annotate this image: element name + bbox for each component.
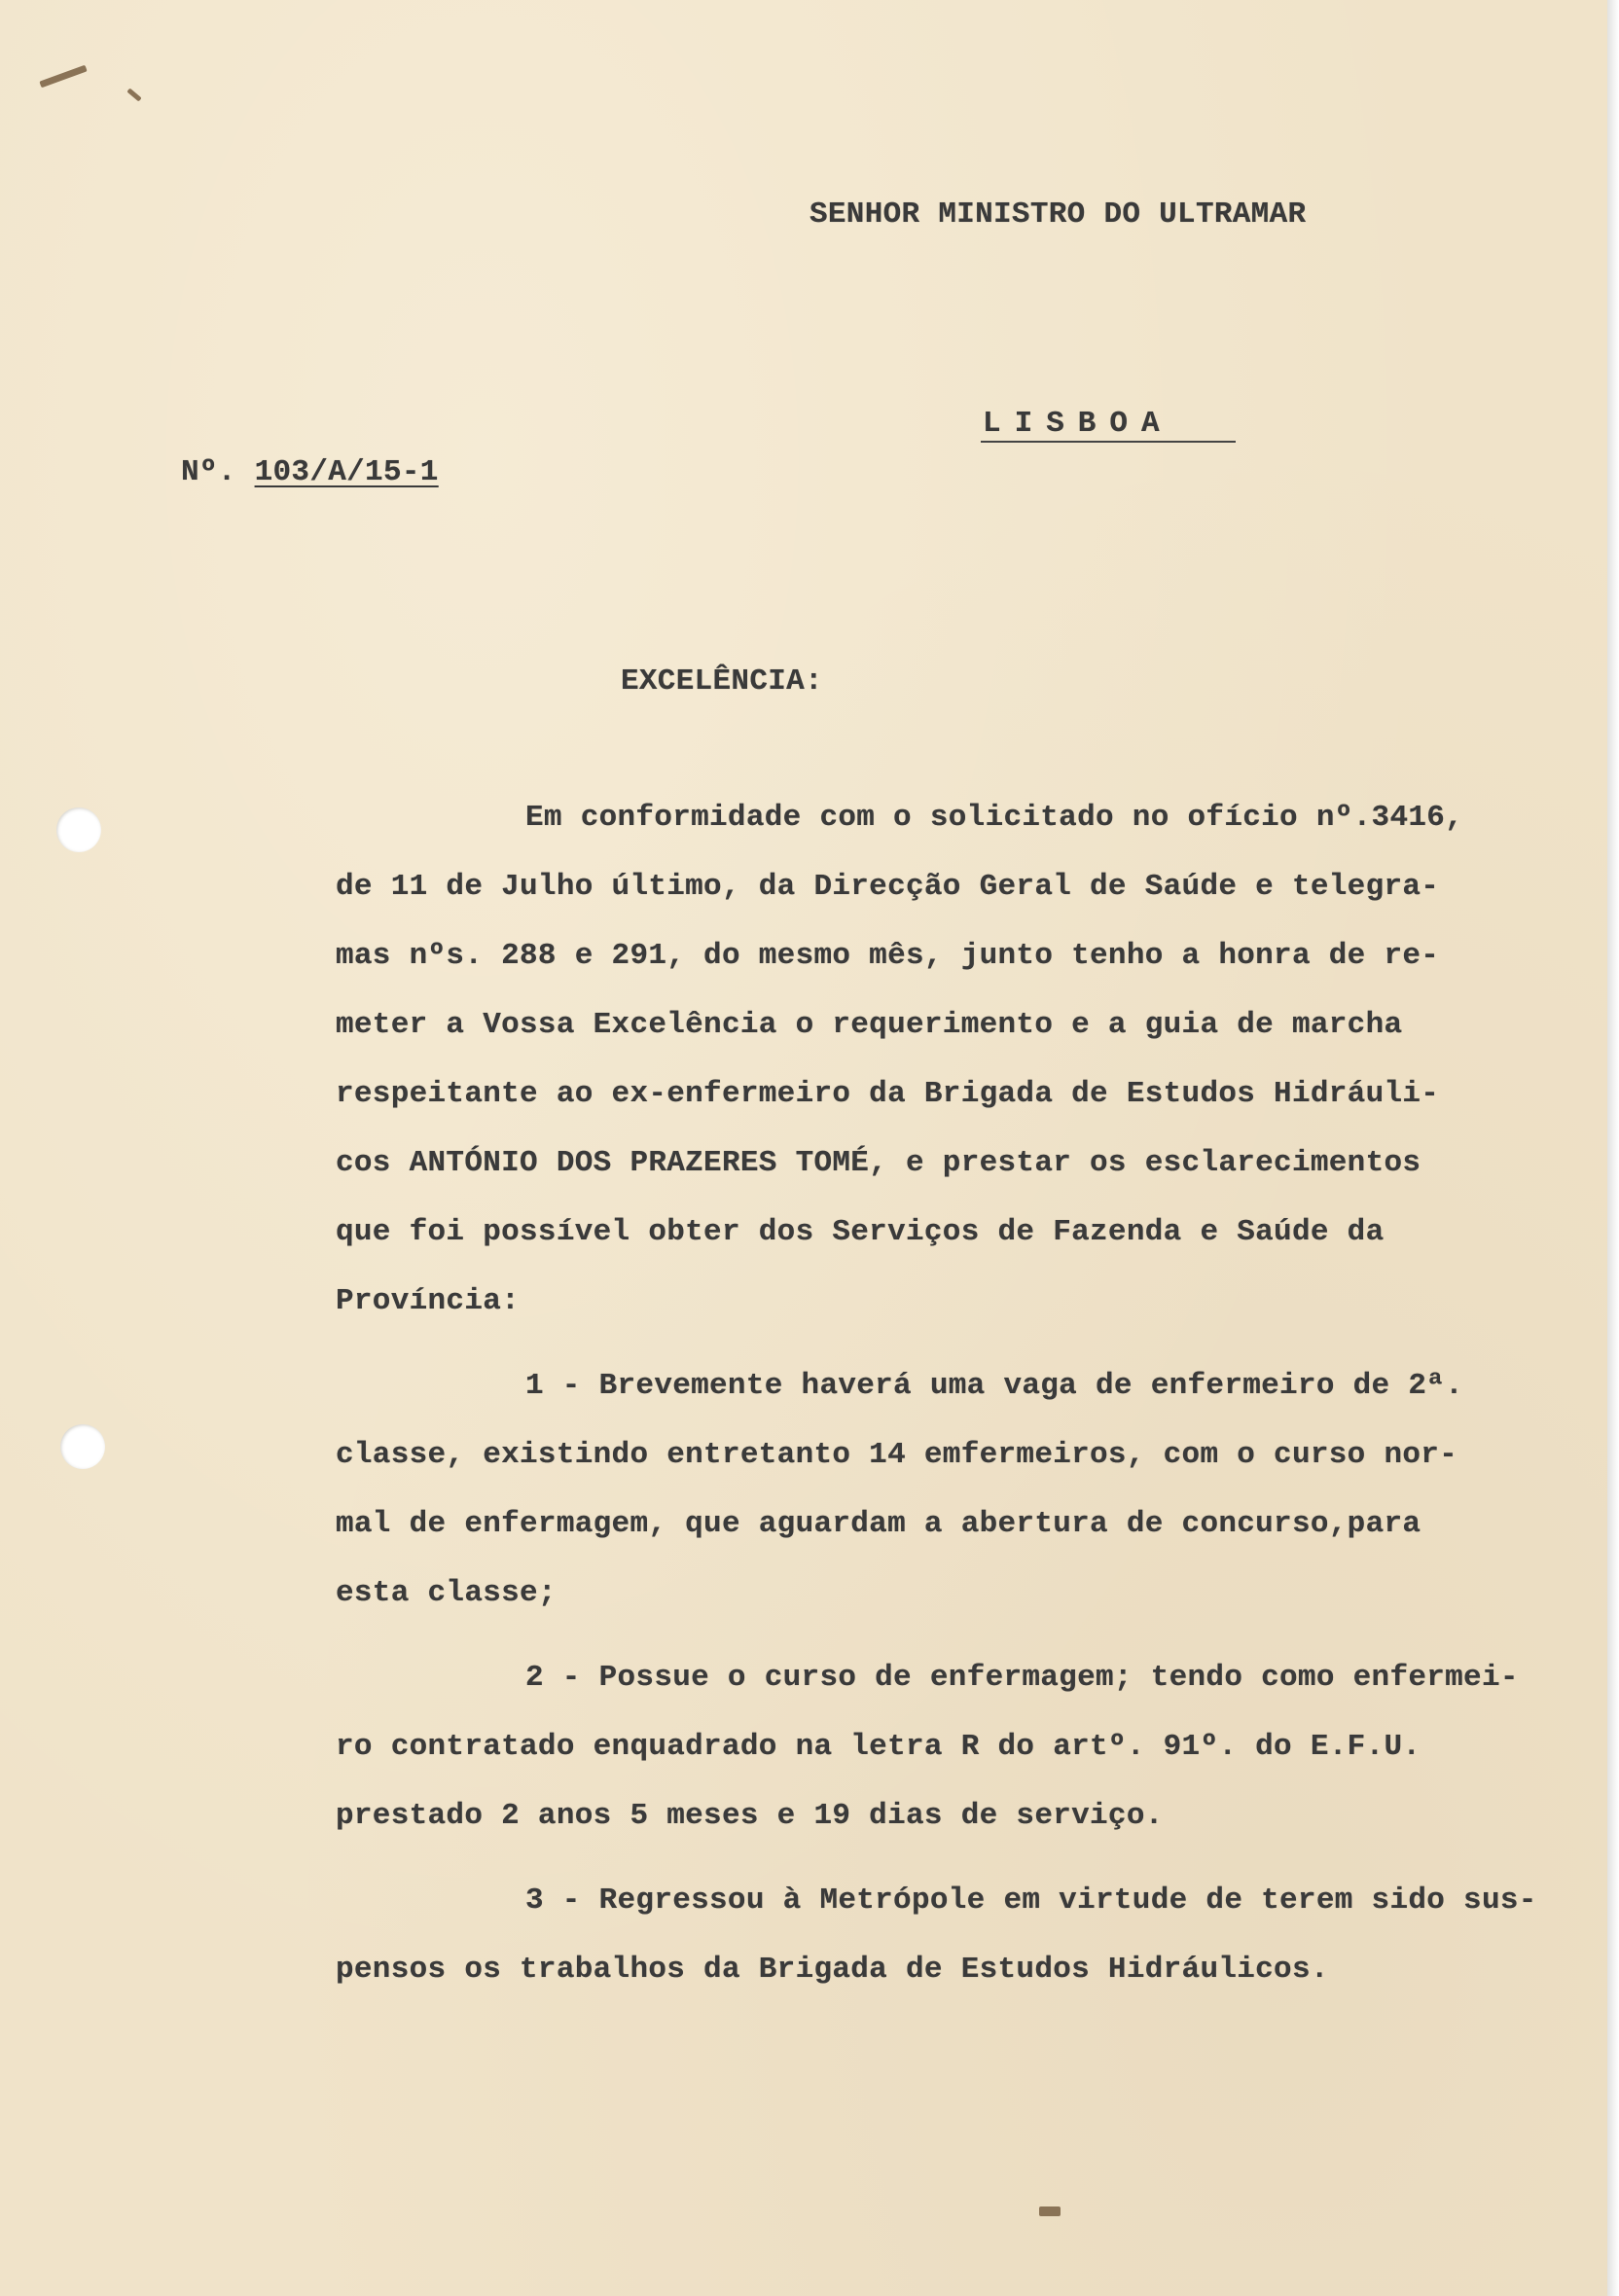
item-3-line: 3 - Regressou à Metrópole em virtude de terem sido sus- [525,1883,1537,1918]
paper-stain [39,65,87,89]
paper-stain [1039,2206,1061,2216]
punch-hole-lower [60,1424,105,1469]
item-2-line: 2 - Possue o curso de enfermagem; tendo como enfermei- [525,1661,1519,1695]
addressee: SENHOR MINISTRO DO ULTRAMAR [810,197,1307,232]
city: LISBOA [983,407,1173,441]
punch-hole-upper [56,807,101,852]
reference-code: 103/A/15-1 [254,455,439,489]
item-1-line: esta classe; [336,1576,557,1610]
item-1-line: mal de enfermagem, que aguardam a abertura de concurso,para [336,1507,1421,1541]
item-1-line: classe, existindo entretanto 14 emfermeiros, com o curso nor- [336,1438,1458,1472]
reference-prefix: Nº. [181,455,236,489]
item-2-line: prestado 2 anos 5 meses e 19 dias de serviço. [336,1799,1164,1833]
item-1-line: 1 - Brevemente haverá uma vaga de enfermeiro de 2ª. [525,1369,1464,1403]
city-underline [981,441,1236,443]
paper-stain [126,88,141,101]
intro-line: mas nºs. 288 e 291, do mesmo mês, junto tenho a honra de re- [336,939,1440,973]
intro-line: Província: [336,1284,521,1318]
item-3-line: pensos os trabalhos da Brigada de Estudos Hidráulicos. [336,1953,1329,1987]
reference-number [181,457,439,487]
intro-line: meter a Vossa Excelência o requerimento e a guia de marcha [336,1008,1403,1042]
intro-line: respeitante ao ex-enfermeiro da Brigada de Estudos Hidráuli- [336,1077,1440,1111]
item-2-line: ro contratado enquadrado na letra R do artº. 91º. do E.F.U. [336,1730,1421,1764]
intro-line: que foi possível obter dos Serviços de Fazenda e Saúde da [336,1215,1385,1249]
intro-line: de 11 de Julho último, da Direcção Geral de Saúde e telegra- [336,870,1440,904]
page-edge [1607,0,1619,2296]
intro-line: Em conformidade com o solicitado no ofício nº.3416, [525,801,1464,835]
salutation: EXCELÊNCIA: [621,664,823,699]
intro-line: cos ANTÓNIO DOS PRAZERES TOMÉ, e prestar os esclarecimentos [336,1146,1421,1180]
letter-body [336,800,1537,2021]
